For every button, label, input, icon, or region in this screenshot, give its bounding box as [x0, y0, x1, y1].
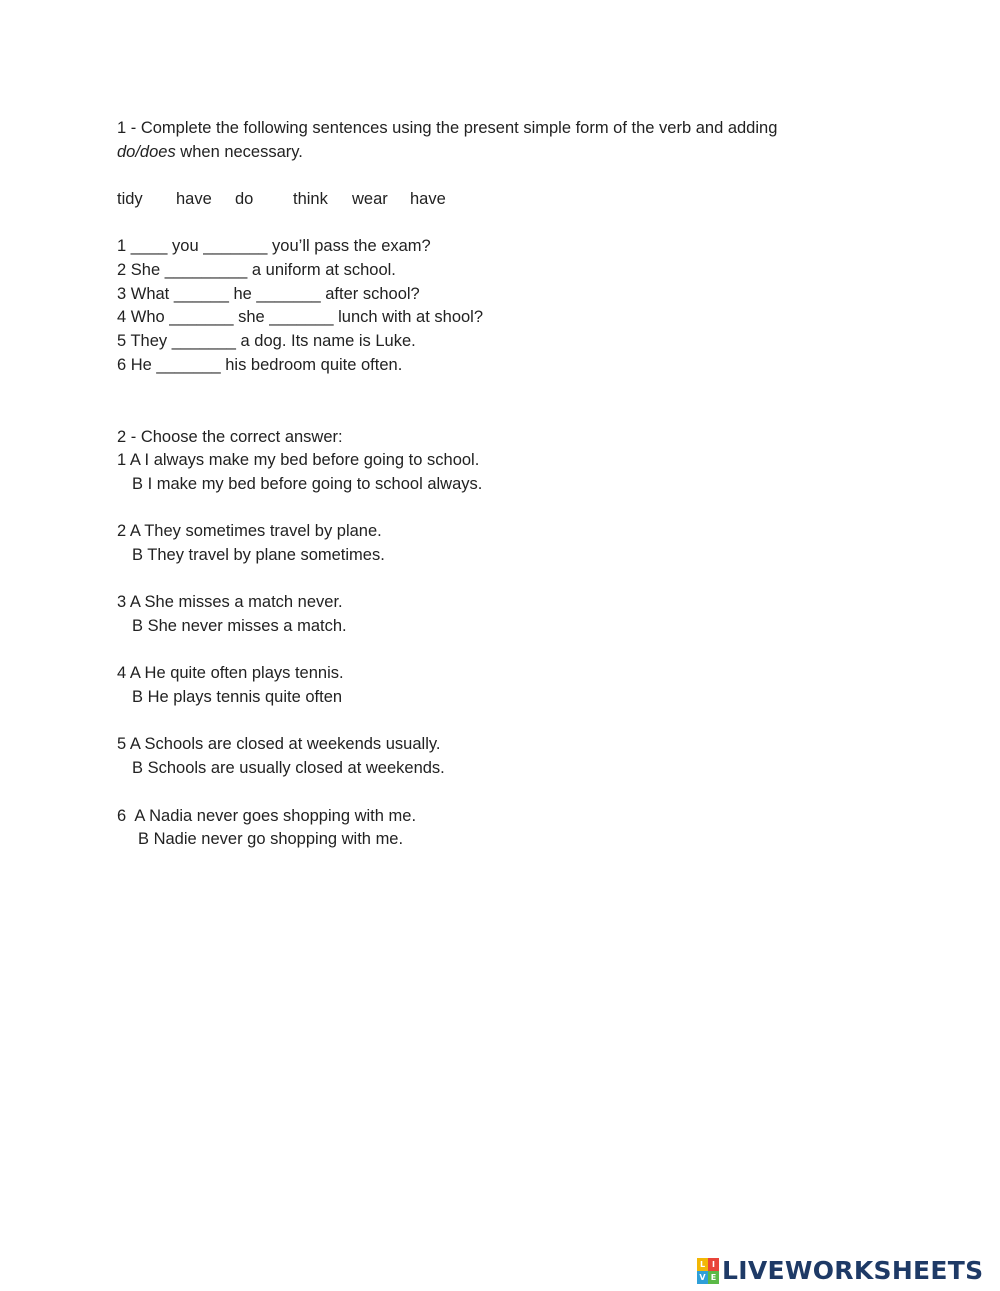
word-bank-item: do [235, 190, 254, 208]
sentence-3: 3 What ______ he _______ after school? [117, 285, 420, 303]
question-6-option-b: B Nadie never go shopping with me. [138, 830, 404, 848]
question-3-option-b: B She never misses a match. [132, 617, 347, 635]
sentence-1: 1 ____ you _______ you’ll pass the exam? [117, 237, 431, 255]
question-3-option-a: 3 A She misses a match never. [117, 593, 343, 611]
logo-mark-letter: V [697, 1271, 708, 1284]
question-4-option-b: B He plays tennis quite often [132, 688, 343, 706]
word-bank-item: think [293, 190, 328, 208]
logo-mark-icon [697, 1258, 719, 1284]
sentence-4: 4 Who _______ she _______ lunch with at shool? [117, 308, 484, 326]
logo-wordmark: LIVEWORKSHEETS [722, 1256, 984, 1285]
question-5-option-a: 5 A Schools are closed at weekends usually. [117, 735, 441, 753]
question-6-option-a: 6 A Nadia never goes shopping with me. [117, 807, 417, 825]
sentence-2: 2 She _________ a uniform at school. [117, 261, 396, 279]
word-bank-item: have [176, 190, 212, 208]
do-does-italic: do/does [117, 143, 176, 161]
exercise2-instruction: 2 - Choose the correct answer: [117, 428, 343, 446]
logo-mark-letter: L [697, 1258, 708, 1271]
logo-mark-letter: E [708, 1271, 719, 1284]
word-bank-item: tidy [117, 190, 143, 208]
logo-mark-letter: I [708, 1258, 719, 1271]
question-2-option-a: 2 A They sometimes travel by plane. [117, 522, 382, 540]
exercise1-instruction-continued: do/does when necessary. [117, 143, 303, 161]
sentence-6: 6 He _______ his bedroom quite often. [117, 356, 403, 374]
liveworksheets-logo [697, 1256, 983, 1286]
question-1-option-b: B I make my bed before going to school always. [132, 475, 483, 493]
word-bank-item: have [410, 190, 446, 208]
exercise1-instruction: 1 - Complete the following sentences using the present simple form of the verb and adding [117, 119, 778, 137]
question-5-option-b: B Schools are usually closed at weekends. [132, 759, 445, 777]
word-bank-item: wear [352, 190, 388, 208]
question-4-option-a: 4 A He quite often plays tennis. [117, 664, 344, 682]
question-2-option-b: B They travel by plane sometimes. [132, 546, 385, 564]
question-1-option-a: 1 A I always make my bed before going to school. [117, 451, 480, 469]
sentence-5: 5 They _______ a dog. Its name is Luke. [117, 332, 416, 350]
